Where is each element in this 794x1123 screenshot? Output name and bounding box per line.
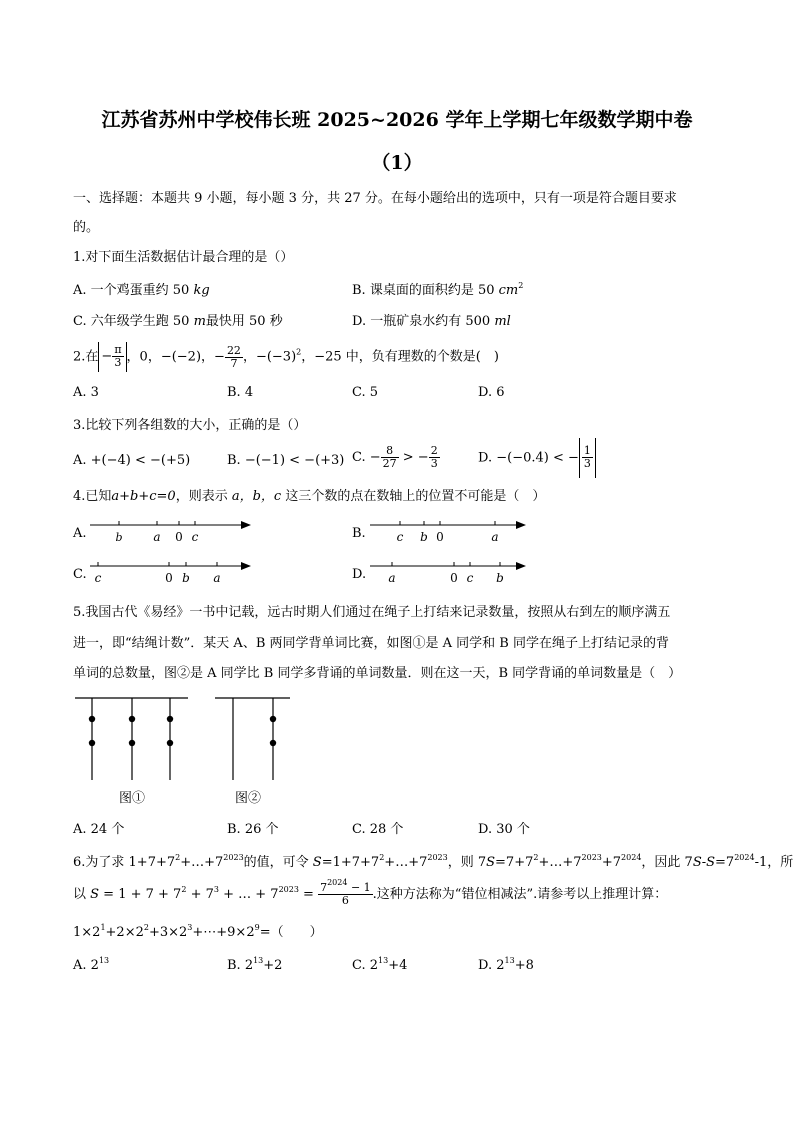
q4-numberline-b <box>368 514 528 546</box>
q6-stem-line1 <box>73 855 793 871</box>
q4d-label-a: a <box>388 571 396 585</box>
q6-b-base: B. 2 <box>227 958 254 973</box>
q3-c-d1: 27 <box>382 457 397 470</box>
q1-c-rest: 最快用 50 秒 <box>205 314 283 329</box>
q6-exp: 2 <box>379 853 385 862</box>
q4-option-a-label: A. <box>73 526 87 541</box>
q1-option-a <box>73 283 210 299</box>
q6-exp: 13 <box>253 956 264 965</box>
q2-list-c: ，−25 中，负有理数的个数是( ) <box>301 349 499 365</box>
q6-exp: 2024 <box>621 853 642 862</box>
q1-stem: 1.对下面生活数据估计最合理的是（） <box>73 250 294 265</box>
q6-exp: 2023 <box>427 853 448 862</box>
q5-option-d: D. 30 个 <box>478 822 530 837</box>
q6-l1j: +7 <box>601 855 622 870</box>
q6-l1k: ，因此 7 <box>641 855 693 870</box>
q6-l1c: 的值，可令 <box>243 855 313 870</box>
q6-c-base: C. 2 <box>352 958 379 973</box>
q3-c-d2: 3 <box>430 457 438 470</box>
q6-exp: 2 <box>175 853 181 862</box>
q6-exp: 2023 <box>581 853 602 862</box>
q4b-label-c: c <box>396 530 404 544</box>
q4-option-c-label: C. <box>73 567 87 582</box>
q6-c-tail: +4 <box>388 958 408 973</box>
q6-option-c <box>352 958 407 974</box>
q2-pi-fraction <box>112 344 123 369</box>
q6-exp: 13 <box>504 956 515 965</box>
q6-exp: 2023 <box>223 853 244 862</box>
q6-l1h: =7+7 <box>495 855 534 870</box>
q2-option-c: C. 5 <box>352 385 379 400</box>
q6-exp: 2024 <box>734 853 755 862</box>
q1-d-unit: ml <box>494 314 511 329</box>
q6-l3e: =（ ） <box>259 925 323 940</box>
q2-neg-2: − <box>214 349 225 365</box>
q6-l2d: + … + 7 <box>218 887 279 902</box>
section-heading: 一、选择题：本题共 9 小题，每小题 3 分，共 27 分。在每小题给出的选项中，只有一项是符合题目要求 <box>73 191 677 206</box>
q6-exp: 9 <box>254 923 260 932</box>
q3-c-label: C. − <box>352 450 381 465</box>
q2-pi-den: 3 <box>114 356 122 369</box>
q2-frac-den: 7 <box>230 356 238 370</box>
page-title: 江苏省苏州中学校伟长班 2025~2026 学年上学期七年级数学期中卷 <box>101 109 693 131</box>
q6-l2c: + 7 <box>186 887 214 902</box>
q6-l1f: ，则 7 <box>447 855 487 870</box>
q3-option-b: B. −(−1) < −(+3) <box>227 453 345 468</box>
q1-option-b <box>352 283 523 299</box>
q6-var-s: S <box>692 855 702 870</box>
q6-var-s: S <box>90 887 100 902</box>
q6-l1i: +…+7 <box>538 855 582 870</box>
q4c-label-c: c <box>94 571 102 585</box>
q6-exp: 2 <box>143 923 149 932</box>
q6-var-s: S <box>486 855 496 870</box>
q4d-label-c: c <box>466 571 474 585</box>
q1-b-unit: cm <box>498 283 519 298</box>
q4-option-b-label: B. <box>352 526 366 541</box>
q4-numberline-c <box>88 555 253 587</box>
q2-abs-value <box>98 342 126 372</box>
q1-c-unit: m <box>193 314 206 329</box>
q4-stem-b: ，则表示 <box>175 489 232 504</box>
q6-fraction <box>318 878 373 907</box>
q4d-label-0: 0 <box>450 571 458 585</box>
q3-c-frac1 <box>381 445 399 470</box>
q5-option-b: B. 26 个 <box>227 822 279 837</box>
q2-pi-num: π <box>114 343 122 356</box>
q1-b-text: B. 课桌面的面积约是 50 <box>352 283 499 298</box>
q4a-label-b: b <box>115 531 123 544</box>
q2-option-b: B. 4 <box>227 385 254 400</box>
q3-d-abs <box>579 438 596 478</box>
q1-option-c <box>73 314 283 330</box>
q2-neg: − <box>101 349 113 364</box>
q1-d-text: D. 一瓶矿泉水约有 500 <box>352 314 495 329</box>
q4b-label-b: b <box>420 530 428 544</box>
q6-l3c: +3×2 <box>148 925 188 940</box>
q1-b-exp: 2 <box>518 281 524 290</box>
q6-exp: 1 <box>100 923 106 932</box>
q2-fraction <box>225 345 243 370</box>
q6-l2f: .这种方法称为“错位相减法”.请参考以上推理计算： <box>372 887 668 902</box>
q6-d-tail: +8 <box>514 958 534 973</box>
q3-c-frac2 <box>429 445 440 470</box>
q6-l3d: +⋯+9×2 <box>192 925 255 940</box>
q4-stem-a: 4.已知 <box>73 489 112 504</box>
q6-b-tail: +2 <box>263 958 283 973</box>
q2-stem <box>73 342 499 373</box>
q4-numberline-d <box>368 555 528 587</box>
q4-numberline-a <box>88 514 253 546</box>
q6-exp: 13 <box>98 956 110 965</box>
q4-stem-expr: a+b+c=0 <box>111 489 176 504</box>
q6-l1p: -1，所 <box>754 855 794 870</box>
q5-option-c: C. 28 个 <box>352 822 404 837</box>
q5-knot-figures <box>70 692 300 807</box>
q6-stem-line2 <box>73 878 667 912</box>
q4a-label-c: c <box>191 530 199 544</box>
q6-var-s: S <box>706 855 716 870</box>
page-subtitle: （1） <box>371 152 423 174</box>
q5-fig2-caption: 图② <box>234 791 262 806</box>
q1-a-unit: kg <box>193 283 210 298</box>
q3-option-d <box>478 438 596 479</box>
q4c-label-0: 0 <box>165 571 173 585</box>
q2-exp: 2 <box>296 347 302 357</box>
q3-d-d: 3 <box>583 457 591 470</box>
q6-l1o: =7 <box>715 855 735 870</box>
q6-l3a: 1×2 <box>73 925 101 940</box>
q6-exp: 2023 <box>278 885 299 894</box>
q6-l3b: +2×2 <box>105 925 144 940</box>
q4c-label-b: b <box>182 571 190 585</box>
q6-l2b: = 1 + 7 + 7 <box>99 887 182 902</box>
q5-stem-line3: 单词的总数量，图②是 A 同学比 B 同学多背诵的单词数量．则在这一天，B 同学背诵的单词数量是（ ） <box>73 666 682 681</box>
q6-frac-den: 6 <box>341 894 349 907</box>
q6-l1e: +…+7 <box>384 855 428 870</box>
q6-stem-line3 <box>73 925 323 941</box>
q5-fig1-caption: 图① <box>118 791 146 806</box>
q6-a-base: A. 2 <box>73 958 99 973</box>
q6-num-tail: − 1 <box>347 881 371 894</box>
q2-frac-num: 22 <box>226 343 241 357</box>
q3-d-n: 1 <box>583 444 591 457</box>
q6-l1d: =1+7+7 <box>321 855 380 870</box>
q6-option-a <box>73 958 109 974</box>
q6-exp: 3 <box>213 885 219 894</box>
q4a-label-a: a <box>153 530 161 544</box>
q6-l1m: - <box>701 855 707 870</box>
q3-option-c <box>352 438 440 478</box>
q3-c-n2: 2 <box>430 444 438 457</box>
q4-stem <box>73 489 545 505</box>
q3-option-a: A. +(−4) < −(+5) <box>73 453 191 468</box>
q6-exp: 2024 <box>327 878 348 887</box>
q4b-label-0: 0 <box>436 530 444 544</box>
q6-option-b <box>227 958 282 974</box>
q2-option-a: A. 3 <box>73 385 99 400</box>
q5-stem-line1: 5.我国古代《易经》一书中记载，远古时期人们通过在绳子上打结来记录数量，按照从右到左的顺序满五 <box>73 605 671 620</box>
q6-l2a: 以 <box>73 887 91 902</box>
q6-var-s: S <box>312 855 322 870</box>
q4c-label-a: a <box>213 571 221 585</box>
q1-option-d <box>352 314 511 330</box>
q5-option-a: A. 24 个 <box>73 822 125 837</box>
q6-l1a: 6.为了求 1+7+7 <box>73 855 176 870</box>
q3-c-mid: > − <box>398 450 429 465</box>
q6-exp: 3 <box>187 923 193 932</box>
q2-prefix: 2.在 <box>73 349 99 365</box>
q3-d-frac <box>582 445 593 470</box>
q6-exp: 2 <box>533 853 539 862</box>
section-heading-cont: 的。 <box>73 220 100 235</box>
q6-l2e: = <box>298 887 319 902</box>
q4d-label-b: b <box>496 571 504 585</box>
q5-stem-line2: 进一，即“结绳计数”．某天 A、B 两同学背单词比赛，如图①是 A 同学和 B 同学在绳子上打结记录的背 <box>73 636 669 651</box>
q3-c-n1: 8 <box>381 445 399 458</box>
q6-exp: 13 <box>378 956 389 965</box>
q2-list-b: ，−(−3) <box>242 349 297 365</box>
q6-exp: 2 <box>181 885 187 894</box>
q6-d-base: D. 2 <box>478 958 505 973</box>
q2-option-d: D. 6 <box>478 385 505 400</box>
q2-list-a: ，0，−(−2)， <box>126 349 215 365</box>
q4-stem-c: 这三个数的点在数轴上的位置不可能是（ ） <box>281 489 546 504</box>
q1-c-text: C. 六年级学生跑 50 <box>73 314 194 329</box>
q4-option-d-label: D. <box>352 567 367 582</box>
q6-num-base: 7 <box>320 881 328 894</box>
q4a-label-0: 0 <box>175 530 183 544</box>
q6-option-d <box>478 958 534 974</box>
q1-a-text: A. 一个鸡蛋重约 50 <box>73 283 194 298</box>
q4-stem-vars: a，b，c <box>231 489 282 504</box>
q4b-label-a: a <box>491 530 499 544</box>
q6-l1b: +…+7 <box>180 855 224 870</box>
q3-stem: 3.比较下列各组数的大小，正确的是（） <box>73 418 307 433</box>
q3-d-label: D. −(−0.4) < − <box>478 450 579 466</box>
